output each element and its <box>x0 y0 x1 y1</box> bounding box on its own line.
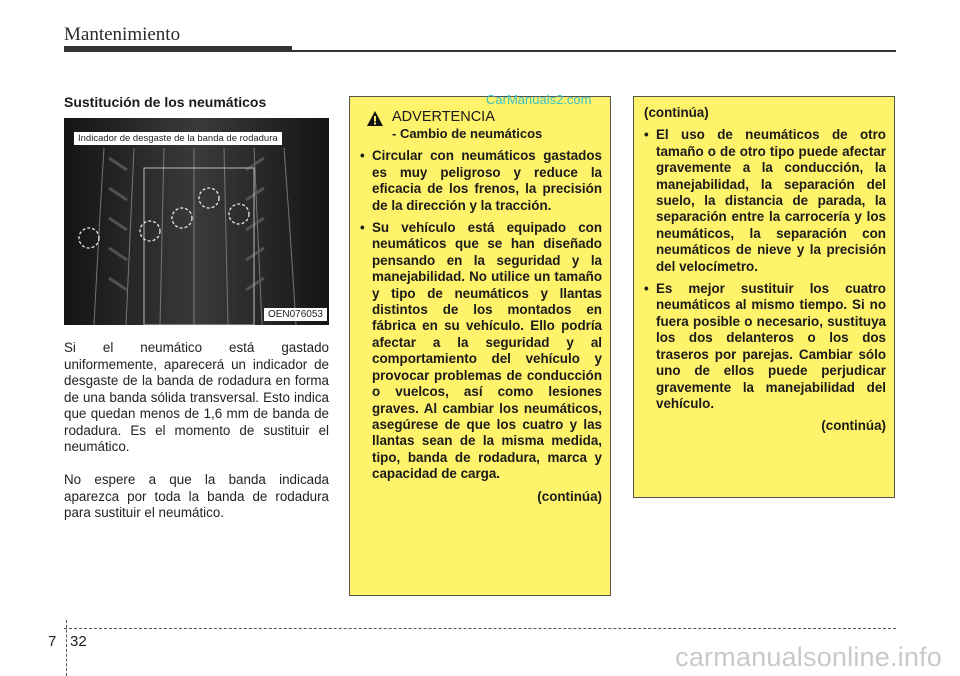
warning-header <box>366 109 602 142</box>
watermark-link[interactable]: CarManuals2.com <box>486 92 592 107</box>
warning-title: ADVERTENCIA <box>392 109 495 125</box>
warning-triangle-icon <box>366 110 384 127</box>
bullet-icon: • <box>644 281 649 297</box>
warning-box <box>349 96 611 596</box>
header-rule-thin <box>292 50 896 52</box>
list-item-text: Es mejor sustituir los cuatro neumáticos al mismo tiempo. Si no fuera posible o necesario, sustituya los dos delanteros o los dos traseros por parejas. Cambiar sólo uno de ellos puede perjudicar gravemente la manejabilidad del vehículo. <box>656 281 886 411</box>
section-title: Sustitución de los neumáticos <box>64 94 267 110</box>
tire-tread-illustration <box>64 118 329 325</box>
chapter-number: 7 <box>48 633 57 650</box>
bullet-icon: • <box>360 220 365 236</box>
list-item <box>644 127 886 275</box>
list-item-text: Su vehículo está equipado con neumáticos que se han diseñado pensando en la seguridad y la manejabilidad. No utilice un tamaño y tipo de neumáticos y llantas distintos de los montados en fábrica en su vehículo. Ello podría afectar a la seguridad y al comportamiento del vehículo y provocar problemas de conducción o vuelcos, así como lesiones graves. Al cambiar los neumáticos, asegúrese de que los cuatro y las llantas sean de la misma medida, tipo, banda de rodadura, marca y capacidad de carga. <box>372 220 602 482</box>
footer-divider <box>66 620 67 676</box>
paragraph: Si el neumático está gastado uniformemente, aparecerá un indicador de desgaste de la banda de rodadura en forma de una banda sólida transversal. Esto indica que quedan menos de 1,6 mm de banda de rodadura. Es el momento de sustituir el neumático. <box>64 340 329 454</box>
continues-note: (continúa) <box>537 488 602 504</box>
bullet-icon: • <box>644 127 649 143</box>
continues-note: (continúa) <box>821 418 886 434</box>
paragraph: No espere a que la banda indicada aparezca por toda la banda de rodadura para sustituir el neumático. <box>64 472 329 520</box>
tire-tread-photo <box>64 118 329 325</box>
list-item <box>360 148 602 214</box>
list-item-text: El uso de neumáticos de otro tamaño o de otro tipo puede afectar gravemente a la conducción, la manejabilidad, la separación del suelo, la distancia de parada, la separación entre la carrocería y los neumáticos, la separación con neumáticos de nieve y la precisión del velocímetro. <box>656 127 886 274</box>
warning-box-continued <box>633 96 895 498</box>
continued-note: (continúa) <box>644 105 709 120</box>
list-item <box>644 281 886 412</box>
tread-indicator-label: Indicador de desgaste de la banda de rodadura <box>74 132 282 145</box>
header-rule-thick <box>64 46 292 52</box>
figure-code: OEN076053 <box>264 308 327 321</box>
page-header-title: Mantenimiento <box>64 24 181 45</box>
footer-rule <box>64 628 896 629</box>
list-item-text: Circular con neumáticos gastados es muy peligroso y reduce la eficacia de los frenos, la precisión de la dirección y la tracción. <box>372 148 602 213</box>
warning-subtitle: - Cambio de neumáticos <box>392 126 543 141</box>
bullet-icon: • <box>360 148 365 164</box>
list-item <box>360 220 602 483</box>
page-number: 32 <box>70 633 87 650</box>
site-watermark-link[interactable]: carmanualsonline.info <box>675 642 942 672</box>
